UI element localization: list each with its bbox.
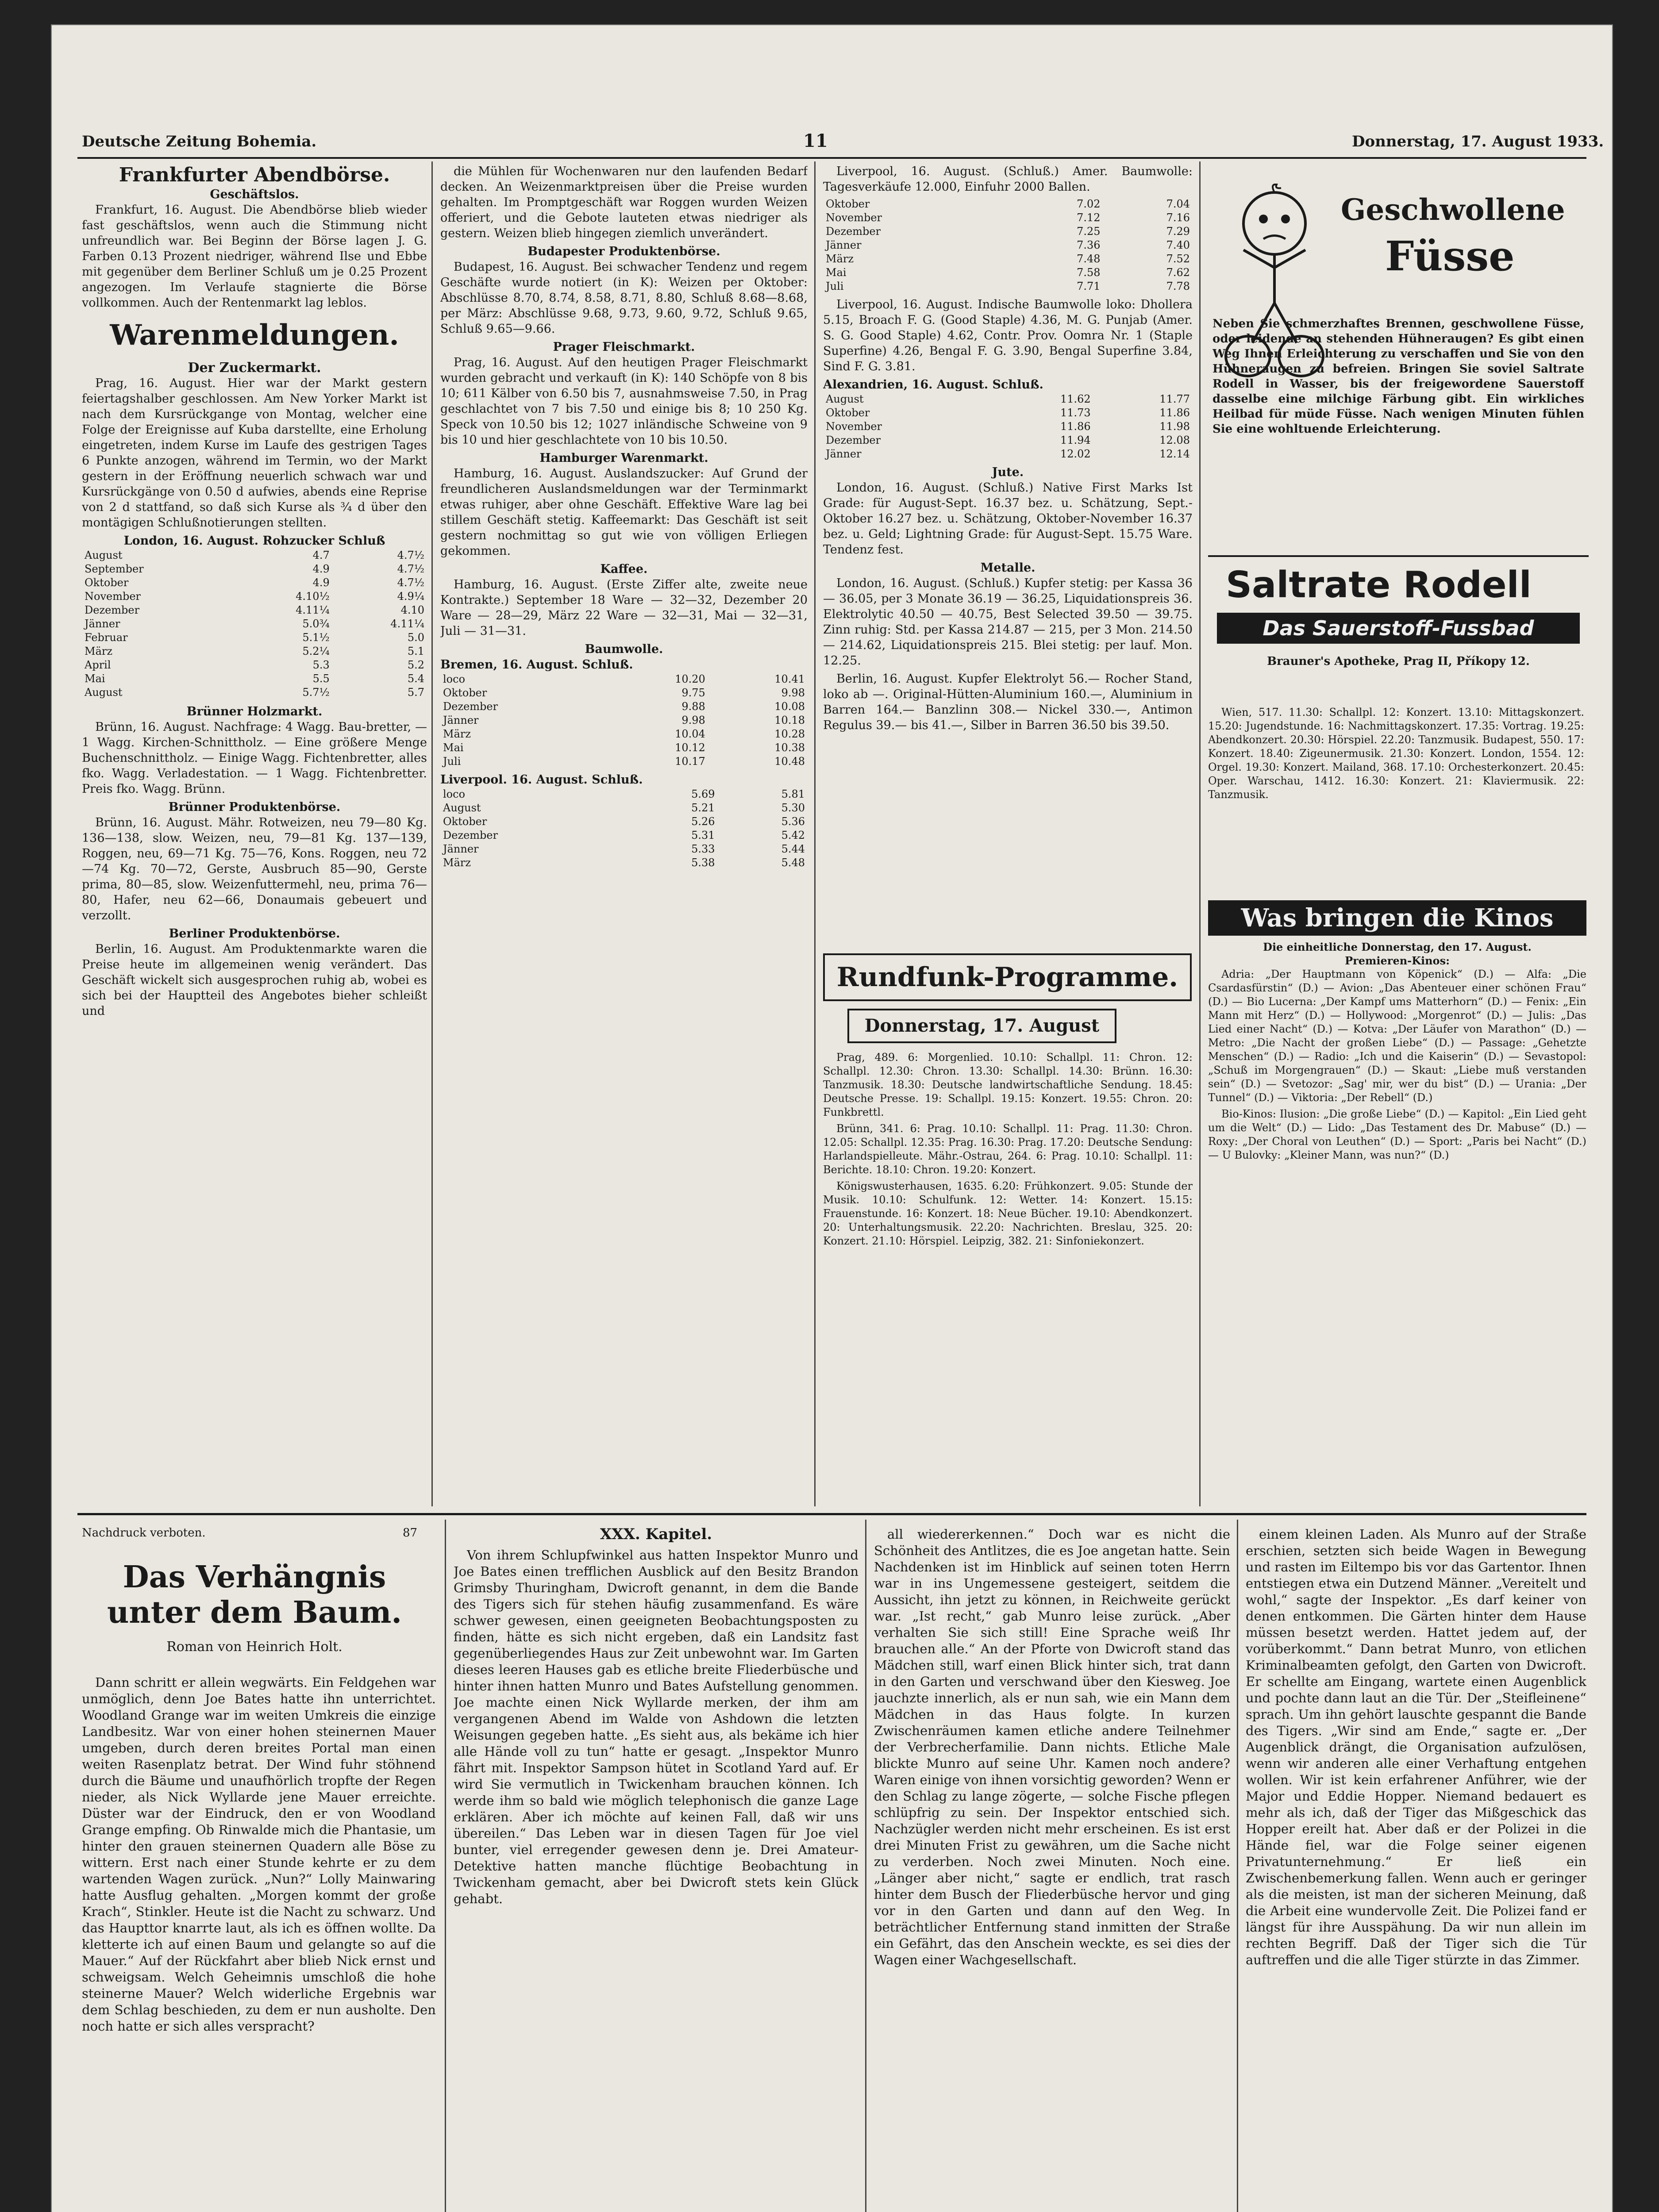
- table-cell: 4.10½: [296, 590, 330, 603]
- table-cell: 4.7½: [397, 563, 424, 575]
- kino-premiere-heading: Premieren-Kinos:: [1345, 954, 1450, 967]
- hamburg-heading: Hamburger Warenmarkt.: [539, 451, 708, 465]
- table-cell: 11.73: [1060, 407, 1091, 419]
- table-cell: Jänner: [443, 843, 479, 855]
- table-row: [440, 787, 808, 801]
- table-row: [82, 590, 427, 603]
- table-row: [440, 815, 808, 829]
- metals-text: London, 16. August. (Schluß.) Kupfer stetig: per Kassa 36 — 36.05, per 3 Monate 36.19 — 36.25, Liquidationspreis 36. Elektrolytic 40.50 — 40.75, Best Selected 39.50 — 39.75. Zinn ruhig: Std. per Kassa 214.87 — 215, per 3 Mon. 214.50 — 214.62, Liquidationspreis 215. Blei stetig: per lauf. Mon. 12.25.: [823, 576, 1193, 668]
- kino-text: Adria: „Der Hauptmann von Köpenick“ (D.) — Alfa: „Die Csardasfürstin“ (D.) — Avion: „Das Abenteuer einer schönen Frau“ (D.) — Bio Lucerna: „Der Kampf ums Matterhorn“ (D.) — Fenix: „Ein Mann mit Herz“ (D.) — Hollywood: „Morgenrot“ (D.) — Julis: „Das Lied einer Nacht“ (D.) — Kotva: „Der Läufer von Marathon“ (D.) — Metro: „Die Nacht der großen Liebe“ (D.) — Passage: „Gehetzte Menschen“ (D.) — Radio: „Ich und die Kaiserin“ (D.) — Sevastopol: „Schuß im Morgengrauen“ (D.) — Skaut: „Liebe muß verstanden sein“ (D.) — Svetozor: „Sag' mir, wer du bist“ (D.) — Urania: „Der Tunnel“ (D.) — Viktoria: „Der Rebell“ (D.): [1208, 968, 1586, 1104]
- berlin-text: Berlin, 16. August. Am Produktenmarkte waren die Preise heute im allgemeinen wenig verändert. Das Geschäft wickelt sich ausgesprochen ruhig ab, wobei es sich bei der Hauptteil des Angebotes bieher schleißt und: [82, 942, 427, 1018]
- table-cell: 5.0¾: [302, 618, 330, 630]
- table-cell: Dezember: [85, 604, 140, 616]
- ad-pharmacy: Brauner's Apotheke, Prag II, Příkopy 12.: [1267, 655, 1530, 668]
- table-cell: 5.7½: [302, 686, 330, 699]
- meat-heading: Prager Fleischmarkt.: [553, 340, 695, 354]
- table-cell: 4.11¼: [296, 604, 330, 616]
- table-row: [82, 603, 427, 617]
- jute-heading: Jute.: [992, 465, 1024, 479]
- liverpool-heading: Liverpool. 16. August. Schluß.: [440, 773, 643, 787]
- table-cell: 4.7½: [397, 576, 424, 589]
- table-row: [440, 686, 808, 700]
- novel-title-1: Das Verhängnis: [123, 1559, 386, 1595]
- table-cell: November: [85, 590, 141, 603]
- table-cell: Oktober: [443, 687, 487, 699]
- table-cell: 9.88: [681, 700, 705, 713]
- table-cell: Mai: [443, 741, 464, 754]
- column-divider: [1199, 161, 1201, 1506]
- table-cell: 7.25: [1077, 225, 1101, 238]
- radio-title-box: [823, 953, 1192, 1001]
- column-divider: [865, 1520, 866, 2212]
- reprint-notice: Nachdruck verboten.: [82, 1526, 206, 1540]
- table-cell: 4.7½: [397, 549, 424, 561]
- novel-column-b: [454, 1526, 858, 2212]
- market-column-1: [82, 164, 427, 1509]
- table-cell: 10.18: [774, 714, 805, 726]
- column-divider: [814, 161, 816, 1506]
- table-cell: 5.1½: [302, 631, 330, 644]
- table-row: [82, 617, 427, 631]
- column-divider: [445, 1520, 446, 2212]
- table-cell: 5.31: [691, 829, 715, 841]
- table-row: [823, 434, 1193, 447]
- table-row: [823, 197, 1193, 211]
- exchange-subtitle: Geschäftslos.: [210, 188, 299, 201]
- bremen-heading: Bremen, 16. August. Schluß.: [440, 658, 633, 672]
- table-cell: Jänner: [443, 714, 479, 726]
- produce-text: Brünn, 16. August. Mähr. Rotweizen, neu 79—80 Kg. 136—138, slow. Weizen, neu, 79—81 Kg. 137—139, Roggen, neu, 69—71 Kg. 75—76, Kons. Roggen, neu 72—74 Kg. 70—72, Gerste, Ausbruch 85—90, Gerste prima, 80—85, slow. Weizenfuttermehl, neu, prima 76—80, Hafer, neu 62—66, Donaumais gebeuert und verzollt.: [82, 816, 427, 922]
- table-cell: 11.98: [1159, 420, 1190, 433]
- metals-heading: Metalle.: [980, 561, 1035, 575]
- table-cell: 7.12: [1077, 211, 1101, 224]
- table-cell: 5.44: [781, 843, 805, 855]
- bremen-table: [440, 672, 808, 768]
- table-cell: 5.48: [781, 856, 805, 869]
- novel-title-2: unter dem Baum.: [107, 1595, 402, 1630]
- section-title: Warenmeldungen.: [110, 319, 399, 352]
- table-cell: August: [443, 802, 481, 814]
- exchange-text: Frankfurt, 16. August. Die Abendbörse blieb wieder fast geschäftslos, wenn auch die Stimmung nicht unfreundlich war. Bei Beginn der Börse lagen J. G. Farben 0.13 Prozent niedriger, während Ilse und Ebbe mit gegenüber dem Berliner Schluß um je 0.25 Prozent angezogen. Im Verlaufe stagnierte die Börse vollkommen. Auch der Rentenmarkt lag leblos.: [82, 203, 427, 310]
- ad-title-line1: Geschwollene: [1341, 192, 1565, 227]
- table-row: [82, 631, 427, 645]
- table-row: [440, 727, 808, 741]
- sugar-text: Prag, 16. August. Hier war der Markt gestern feiertagshalber geschlossen. Am New Yorker Markt ist nach dem Kursrückgange von Montag, welcher eine Folge der Ereignisse auf Kuba darstellte, eine Erholung eingetreten, indem Kurse im Laufe des gestrigen Tages 6 Punkte anzogen, während im Termin, wo der Markt gestern in der Eröffnung neuerlich schwach war und Kursrückgänge von 0.50 d aufwies, abends eine Reprise von 2 d stattfand, so daß sich Kurse als ¾ d über den montägigen Schlußnotierungen stellten.: [82, 376, 427, 530]
- table-cell: Jänner: [826, 448, 862, 460]
- page-number: 11: [803, 131, 828, 151]
- table-cell: 5.1: [407, 645, 424, 657]
- table-cell: November: [826, 211, 882, 224]
- table-cell: 10.48: [774, 755, 805, 768]
- table-cell: 5.30: [781, 802, 805, 814]
- table-cell: 4.9: [312, 576, 330, 589]
- table-row: [440, 755, 808, 768]
- wood-text: Brünn, 16. August. Nachfrage: 4 Wagg. Bau-bretter, — 1 Wagg. Kirchen-Schnittholz. — Eine größere Menge Buchenschnittholz. — Einige Wagg. Fichtenbretter, alles fko. Wagg. Verladestation. — 1 Wagg. Fichtenbretter. Preis fko. Wagg. Brünn.: [82, 720, 427, 796]
- indian-cotton-text: Liverpool, 16. August. Indische Baumwolle loko: Dhollera 5.15, Broach F. G. (Good Staple) 4.36, M. G. Punjab (Amer. S. G. Good Staple) 4.62, Contr. Prov. Oomra Nr. 1 (Staple Superfine) 4.26, Bengal F. G. 3.90, Bengal Superfine 3.84, Sind F. G. 3.81.: [823, 298, 1193, 373]
- table-cell: 5.69: [691, 788, 715, 800]
- table-cell: 4.9: [312, 563, 330, 575]
- table-cell: 7.29: [1166, 225, 1190, 238]
- table-cell: 5.7: [407, 686, 424, 699]
- table-row: [82, 576, 427, 590]
- hamburg-text: Hamburg, 16. August. Auslandszucker: Auf Grund der freundlicheren Auslandsmeldungen war der Terminmarkt etwas ruhiger, aber ohne Geschäft. Effektive Ware lag bei stillem Geschäft stetig. Kaffeemarkt: Das Geschäft ist seit gestern nochmittag so gut wie von völligen Erliegen gekommen.: [440, 467, 808, 558]
- table-row: [440, 741, 808, 755]
- table-cell: Jänner: [826, 239, 862, 251]
- table-cell: 10.12: [675, 741, 705, 754]
- table-row: [440, 672, 808, 686]
- table-cell: September: [85, 563, 144, 575]
- table-cell: 7.58: [1077, 266, 1101, 279]
- table-cell: März: [85, 645, 112, 657]
- table-row: [440, 842, 808, 856]
- kino-text-2: Bio-Kinos: Ilusion: „Die große Liebe“ (D.) — Kapitol: „Ein Lied geht um die Welt“ (D.) — Lido: „Das Testament des Dr. Mabuse“ (D.) — Roxy: „Der Choral von Leuthen“ (D.) — Sport: „Paris bei Nacht“ (D.) — U Bulovky: „Kleiner Mann, was nun?“ (D.): [1208, 1108, 1586, 1161]
- table-cell: August: [85, 549, 123, 561]
- table-cell: Jänner: [85, 618, 120, 630]
- installment-number: 87: [403, 1526, 418, 1540]
- table-cell: Juli: [826, 280, 844, 292]
- ad-brand: Saltrate Rodell: [1226, 564, 1532, 606]
- table-cell: 12.14: [1159, 448, 1190, 460]
- alexandria-table: [823, 392, 1193, 461]
- table-row: [823, 280, 1193, 293]
- table-cell: November: [826, 420, 882, 433]
- table-cell: 5.2: [407, 659, 424, 671]
- table-cell: 5.26: [691, 815, 715, 828]
- table-cell: 5.3: [312, 659, 330, 671]
- produce-heading: Brünner Produktenbörse.: [168, 800, 341, 814]
- table-cell: August: [826, 393, 864, 405]
- coffee-heading: Kaffee.: [600, 562, 648, 576]
- radio-text-1: Prag, 489. 6: Morgenlied. 10.10: Schallpl. 11: Chron. 12: Schallpl. 12.30: Chron. 13.30: Schallpl. 14.30: Brünn. 16.30: Tanzmusik. 18.30: Deutsche landwirtschaftliche Sendung. 18.45: Deutsche Presse. 19: Schallpl. 19.15: Konzert. 19.55: Chron. 20: Funkbrettl.: [823, 1051, 1193, 1118]
- table-row: [440, 829, 808, 842]
- novel-text-a: Dann schritt er allein wegwärts. Ein Feldgehen war unmöglich, denn Joe Bates hatte ihn unterrichtet. Woodland Grange war im weiten Umkreis die einzige Landbesitz. War von einer hohen steinernen Mauer umgeben, durch deren breites Portal man einen weiten Rasenplatz betrat. Der Wind fuhr stöhnend durch die Bäume und unaufhörlich tropfte der Regen nieder, als Nick Wyllarde jene Mauer erreichte. Düster war der Eindruck, den er von Woodland Grange empfing. Ob Rinwalde mich die Phantasie, um hinter den grauen steinernen Quadern alle Böse zu wittern. Erst nach einer Stunde kehrte er zu dem wartenden Wagen zurück. „Nun?“ Lolly Mainwaring hatte Ausflug gehalten. „Morgen kommt der große Krach“, Stinkler. Heute ist die Nacht zu schwarz. Und das Haupttor knarrte laut, als ich es öffnen wollte. Da kletterte ich auf einen Baum und gelangte so auf die Mauer.“ Auf der Rückfahrt aber blieb Nick ernst und schweigsam. Welch Geheimnis umschloß die hohe steinerne Mauer? Welch widerliche Ergebnis war dem Schlag beschieden, zu dem er nun ausholte. Den noch hatte er sich alles verspracht?: [82, 1675, 436, 2034]
- table-cell: 4.7: [312, 549, 330, 561]
- novel-byline: Roman von Heinrich Holt.: [166, 1639, 343, 1655]
- table-cell: 7.62: [1166, 266, 1190, 279]
- table-cell: Oktober: [826, 198, 870, 210]
- ad-rule: [1208, 555, 1589, 557]
- table-cell: Oktober: [85, 576, 129, 589]
- exchange-title: Frankfurter Abendbörse.: [119, 164, 390, 186]
- novel-column-d: [1246, 1526, 1586, 2212]
- table-row: [823, 266, 1193, 280]
- radio-text-2: Brünn, 341. 6: Prag. 10.10: Schallpl. 11: Prag. 11.30: Chron. 12.05: Schallpl. 12.35: Prag. 16.30: Prag. 17.20: Deutsche Sendung: Harlandspielleute. Mähr.-Ostrau, 264. 6: Prag. 10.10: Schallpl. 11: Berichte. 18.10: Chron. 19.20: Konzert.: [823, 1122, 1193, 1176]
- table-row: [823, 447, 1193, 461]
- table-row: [440, 700, 808, 714]
- jute-text: London, 16. August. (Schluß.) Native First Marks Ist Grade: für August-Sept. 16.37 bez. u. Schätzung, Sept.-Oktober 16.27 bez. u. Schätzung, Oktober-November 16.37 bez. u. Geld; Lightning Grade: für August-Sept. 15.75 Ware. Tendenz fest.: [823, 481, 1193, 557]
- budapest-text: Budapest, 16. August. Bei schwacher Tendenz und regem Geschäfte wurde notiert (in K): Weizen per Oktober: Abschlüsse 8.70, 8.74, 8.58, 8.71, 8.80, Schluß 8.68—8.68, per März: Abschlüsse 9.68, 9.73, 9.60, 9.72, Schluß 9.65, Schluß 9.65—9.66.: [440, 260, 808, 336]
- table-cell: Dezember: [826, 434, 881, 446]
- table-cell: 5.38: [691, 856, 715, 869]
- coffee-text: Hamburg, 16. August. (Erste Ziffer alte, zweite neue Kontrakte.) September 18 Ware — 32—32, Dezember 20 Ware — 28—29, März 22 Ware — 32—31, Mai — 32—31, Juli — 31—31.: [440, 578, 808, 638]
- table-row: [82, 549, 427, 562]
- table-cell: 11.94: [1060, 434, 1091, 446]
- table-cell: 4.11¼: [390, 618, 424, 630]
- table-cell: 10.17: [675, 755, 705, 768]
- sugar-heading: Der Zuckermarkt.: [188, 360, 321, 376]
- table-row: [823, 225, 1193, 238]
- table-row: [440, 801, 808, 815]
- table-cell: 7.52: [1166, 253, 1190, 265]
- table-cell: 5.21: [691, 802, 715, 814]
- table-cell: 5.81: [781, 788, 805, 800]
- grain-text: die Mühlen für Wochenwaren nur den laufenden Bedarf decken. An Weizenmarktpreisen über die Preise wurden gehalten. Im Promptgeschäft war Roggen wurden Weizen offeriert, und die Gebote lauteten etwas niedriger als gestern. Weizen blieb hingegen ziemlich unverändert.: [440, 165, 808, 240]
- table-cell: 10.20: [675, 673, 705, 685]
- table-row: [440, 714, 808, 727]
- alexandria-heading: Alexandrien, 16. August. Schluß.: [823, 378, 1043, 392]
- table-row: [823, 406, 1193, 420]
- radio-text-3: Königswusterhausen, 1635. 6.20: Frühkonzert. 9.05: Stunde der Musik. 10.10: Schulfunk. 12: Wetter. 14: Konzert. 15.15: Frauenstunde. 16: Konzert. 18: Neue Bücher. 19.10: Abendkonzert. 20: Unterhaltungsmusik. 22.20: Nachrichten. Breslau, 325. 20: Konzert. 21.10: Hörspiel. Leipzig, 382. 21: Sinfoniekonzert.: [823, 1180, 1193, 1247]
- ad-title-line2: Füsse: [1385, 232, 1515, 280]
- table-cell: 7.04: [1166, 198, 1190, 210]
- header-rule: [77, 157, 1586, 159]
- table-cell: 12.02: [1060, 448, 1091, 460]
- cotton-table: [823, 197, 1193, 293]
- table-row: [82, 562, 427, 576]
- table-cell: 11.86: [1060, 420, 1091, 433]
- table-row: [82, 645, 427, 658]
- table-cell: 5.0: [407, 631, 424, 644]
- liverpool-top-text: Liverpool, 16. August. (Schluß.) Amer. Baumwolle: Tagesverkäufe 12.000, Einfuhr 2000 Ballen.: [823, 165, 1193, 194]
- table-cell: 5.36: [781, 815, 805, 828]
- table-cell: 10.08: [774, 700, 805, 713]
- table-cell: Mai: [826, 266, 847, 279]
- table-cell: Oktober: [826, 407, 870, 419]
- table-row: [440, 856, 808, 870]
- novel-column-c: [874, 1526, 1230, 2212]
- market-column-2: [440, 164, 808, 1509]
- cotton-heading: Baumwolle.: [585, 642, 663, 656]
- table-cell: März: [826, 253, 854, 265]
- table-cell: loco: [443, 673, 466, 685]
- table-cell: 11.86: [1159, 407, 1190, 419]
- ad-tagline: Das Sauerstoff-Fussbad: [1217, 613, 1580, 644]
- table-cell: 5.42: [781, 829, 805, 841]
- table-row: [82, 658, 427, 672]
- table-cell: 4.10: [400, 604, 424, 616]
- table-cell: 10.28: [774, 728, 805, 740]
- table-cell: Dezember: [443, 700, 498, 713]
- sugar-table-heading: London, 16. August. Rohzucker Schluß: [123, 534, 385, 548]
- radio-date: Donnerstag, 17. August: [847, 1009, 1116, 1043]
- table-cell: 7.02: [1077, 198, 1101, 210]
- table-cell: 5.5: [312, 672, 330, 685]
- radio-programme: [823, 1051, 1193, 1506]
- novel-column-a: [82, 1674, 436, 2212]
- table-cell: 10.41: [774, 673, 805, 685]
- kino-subtitle: Die einheitliche Donnerstag, den 17. August.: [1263, 941, 1532, 953]
- table-cell: April: [85, 659, 111, 671]
- table-cell: 10.04: [675, 728, 705, 740]
- wood-heading: Brünner Holzmarkt.: [186, 705, 323, 718]
- table-cell: 4.9¼: [397, 590, 424, 603]
- page-date: Donnerstag, 17. August 1933.: [1352, 133, 1604, 150]
- radio-foreign-text: Wien, 517. 11.30: Schallpl. 12: Konzert. 13.10: Mittagskonzert. 15.20: Jugendstunde. 16: Nachmittagskonzert. 17.35: Vortrag. 19.25: Abendkonzert. 20.30: Hörspiel. 22.20: Tanzmusik. Budapest, 550. 17: Konzert. 18.40: Zigeunermusik. 21.30: Konzert. London, 1554. 12: Orgel. 19.30: Konzert. Mailand, 368. 17.10: Orchesterkonzert. 20.45: Oper. Warschau, 1412. 16.30: Konzert. 21: Klaviermusik. 22: Tanzmusik.: [1208, 706, 1584, 801]
- table-cell: 5.33: [691, 843, 715, 855]
- novel-text-b: Von ihrem Schlupfwinkel aus hatten Inspektor Munro und Joe Bates einen trefflichen Ausblick auf den Besitz Brandon Grimsby Thuringham, Dwicroft genannt, in dem die Bande des Tigers sich für stehen häufig zusammenfand. Es wäre schwer gewesen, einen geeigneten Beobachtungsposten zu finden, hätte es sich nicht ergeben, daß ein Landsitz fast gegenüberliegendes Haus zur Zeit unbewohnt war. Im Garten dieses leeren Hauses gab es etliche breite Fliederbüsche und hinter ihnen hatten Munro und Bates Aufstellung genommen. Joe machte einen Nick Wyllarde merken, der ihm am vergangenen Abend im Walde von Ashdown die letzten Weisungen gegeben hatte. „Es sieht aus, als bekäme ich hier alle Hände voll zu tun“ hatte er gesagt. „Inspektor Munro fährt mit. Inspektor Sampson hütet in Scotland Yard auf. Er wird Sie vermutlich in Twickenham brauchen können. Ich werde ihm so bald wie möglich telephonisch die ganze Lage erklären. Aber ich möchte auf keinen Fall, daß wir uns übereilen.“ Das Leben war in diesen Tagen für Joe viel bunter, viel erregender gewesen denn je. Drei Amateur-Detektive hatten manche flüchtige Beobachtung in Twickenham gemacht, aber bei Dwicroft stets kein Glück gehabt.: [454, 1548, 858, 1906]
- table-cell: März: [443, 728, 471, 740]
- table-row: [823, 392, 1193, 406]
- meat-text: Prag, 16. August. Auf den heutigen Prager Fleischmarkt wurden gebracht und verkauft (in K): 140 Schöpfe von 8 bis 10; 611 Kälber von 6.50 bis 7, ausnahmsweise 7.50, in Prag geschlachtet von 7 bis 7.50 und einige bis 8; 10 250 Kg. Speck von 10.50 bis 12; 1027 inländische Schweine von 9 bis 10 und hier geschlachtete von 10 bis 10.50.: [440, 356, 808, 447]
- table-row: [823, 420, 1193, 434]
- table-cell: 9.98: [681, 714, 705, 726]
- table-cell: August: [85, 686, 123, 699]
- budapest-heading: Budapester Produktenbörse.: [527, 245, 720, 258]
- column-divider: [1237, 1520, 1238, 2212]
- novel-text-c: all wiedererkennen.“ Doch war es nicht die Schönheit des Antlitzes, die es Joe angetan hatte. Sein Nachdenken ist im Hinblick auf seinen toten Herrn war in ins Ungemessene gesteigert, seitdem die Aussicht, ihn jetzt zu können, in Reichweite gerückt war. „Ist recht,“ gab Munro leise zurück. „Aber verhalten Sie sich still! Eine Sprache weiß Ihr brauchen alle.“ An der Pforte von Dwicroft stand das Mädchen still, warf einen Blick hinter sich, trat dann in den Garten und verschwand über den Kiesweg. Joe jauchzte innerlich, als er nun sah, wie ein Mann dem Mädchen in das Haus folgte. In kurzen Zwischenräumen kamen etliche andere Teilnehmer der Verbrecherfamilie. Dann nichts. Etliche Male blickte Munro auf seine Uhr. Kamen noch andere? Waren einige von ihnen vorsichtig geworden? Wenn er den Schlag zu lange zögerte, — solche Fische pflegen schlüpfrig zu sein. Der Inspektor entschied sich. Nachzügler werden nicht mehr erscheinen. Es ist erst drei Minuten Frist zu gewähren, um die Sache nicht zu verderben. Noch zwei Minuten. Noch eine. „Länger aber nicht,“ sagte er endlich, trat rasch hinter dem Busch der Fliederbüsche hervor und ging vor in den Garten und dann auf den Weg. In beträchtlicher Entfernung stand inmitten der Straße ein Gefährt, das den Anschein weckte, es sei dies der Wagen einer Wachgesellschaft.: [874, 1527, 1230, 1967]
- table-cell: März: [443, 856, 471, 869]
- table-cell: 12.08: [1159, 434, 1190, 446]
- table-cell: 7.78: [1166, 280, 1190, 292]
- table-cell: 7.40: [1166, 239, 1190, 251]
- table-cell: 11.62: [1060, 393, 1091, 405]
- table-row: [823, 252, 1193, 266]
- table-cell: loco: [443, 788, 466, 800]
- table-cell: 5.2¼: [302, 645, 330, 657]
- table-cell: Oktober: [443, 815, 487, 828]
- table-cell: 7.48: [1077, 253, 1101, 265]
- kino-listing: [1208, 940, 1586, 1506]
- newspaper-page: [51, 24, 1613, 2212]
- berlin-metals-text: Berlin, 16. August. Kupfer Elektrolyt 56.— Rocher Stand, loko ab —. Original-Hütten-Aluminium 160.—, Aluminium in Barren 164.— Banzlinn 308.— Nickel 330.—, Antimon Regulus 39.— bis 41.—, Silber in Barren 36.50 bis 39.50.: [823, 672, 1193, 732]
- table-row: [823, 238, 1193, 252]
- liverpool-table: [440, 787, 808, 870]
- berlin-heading: Berliner Produktenbörse.: [169, 927, 340, 941]
- ad-body: Neben Sie schmerzhaftes Brennen, geschwollene Füsse, oder leidende an stehenden Hühneraugen? Es gibt einen Weg Ihnen Erleichterung zu verschaffen und Sie von den Hühneraugen zu befreien. Bringen Sie soviel Saltrate Rodell in Wasser, bis der freigewordene Sauerstoff dasselbe eine milchige Färbung gibt. Ein wirkliches Heilbad für müde Füsse. Nach wenigen Minuten fühlen Sie eine wohltuende Erleichterung.: [1212, 317, 1584, 436]
- advertisement: [1208, 166, 1589, 688]
- table-cell: Februar: [85, 631, 128, 644]
- kino-title: Was bringen die Kinos: [1208, 900, 1586, 936]
- table-cell: 9.75: [681, 687, 705, 699]
- paper-name: Deutsche Zeitung Bohemia.: [82, 133, 317, 150]
- table-cell: 10.38: [774, 741, 805, 754]
- column-divider: [431, 161, 433, 1506]
- table-cell: 5.4: [407, 672, 424, 685]
- table-row: [82, 686, 427, 699]
- table-cell: Dezember: [826, 225, 881, 238]
- sugar-table: [82, 549, 427, 699]
- table-row: [82, 672, 427, 686]
- radio-title: Rundfunk-Programme.: [836, 962, 1178, 993]
- market-column-3: [823, 164, 1193, 947]
- novel-text-d: einem kleinen Laden. Als Munro auf der Straße erschien, setzten sich beide Wagen in Bewegung und rasten im Eiltempo bis vor das Gartentor. Ihnen entstiegen etwa ein Dutzend Männer. „Vereitelt und wohl,“ sagte der Inspektor. „Es darf keiner von denen entkommen. Die Gärten hinter dem Hause müssen besetzt werden. Hattet jedem auf, der vorüberkommt.“ Dann betrat Munro, von etlichen Kriminalbeamten gefolgt, den Garten von Dwicroft. Er schellte am Eingang, wartete einen Augenblick und pochte dann laut an die Tür. Der „Steifleinene“ sprach. Um ihn gehört lauschte gespannt die Bande des Tigers. „Wir sind am Ende,“ sagte er. „Der Augenblick drängt, die Organisation aufzulösen, wenn wir anderen alle einer Verhaftung entgehen wollen. Wir ist kein erfahrener Anführer, wie der Major und Eddie Hopper. Niemand bedauert es mehr als ich, daß der Tiger das Mißgeschick das Hopper ereilt hat. Aber daß er der Polizei in die Hände fiel, war die Folge seiner eigenen Privatunternehmung.“ Er ließ ein Zwischenbemerkung fallen. Wenn auch er geringer als die meisten, ist man der sicheren Meinung, daß die Arbeit eine wundervolle Zeit. Die Polizei fand er längst für ihre Ausspähung. Da wir nun allein im rechten Begriff. Daß der Tiger sich die Tür auftreffen und die alle Tiger stürzte in das Zimmer.: [1246, 1527, 1586, 1967]
- table-cell: 7.36: [1077, 239, 1101, 251]
- radio-foreign-stations: [1208, 706, 1584, 891]
- table-cell: 9.98: [781, 687, 805, 699]
- table-cell: Juli: [443, 755, 461, 768]
- table-cell: 7.16: [1166, 211, 1190, 224]
- table-cell: 7.71: [1077, 280, 1101, 292]
- table-cell: 11.77: [1159, 393, 1190, 405]
- chapter-heading: XXX. Kapitel.: [600, 1526, 712, 1543]
- section-rule: [77, 1513, 1586, 1515]
- table-row: [823, 211, 1193, 225]
- table-cell: Dezember: [443, 829, 498, 841]
- table-cell: Mai: [85, 672, 105, 685]
